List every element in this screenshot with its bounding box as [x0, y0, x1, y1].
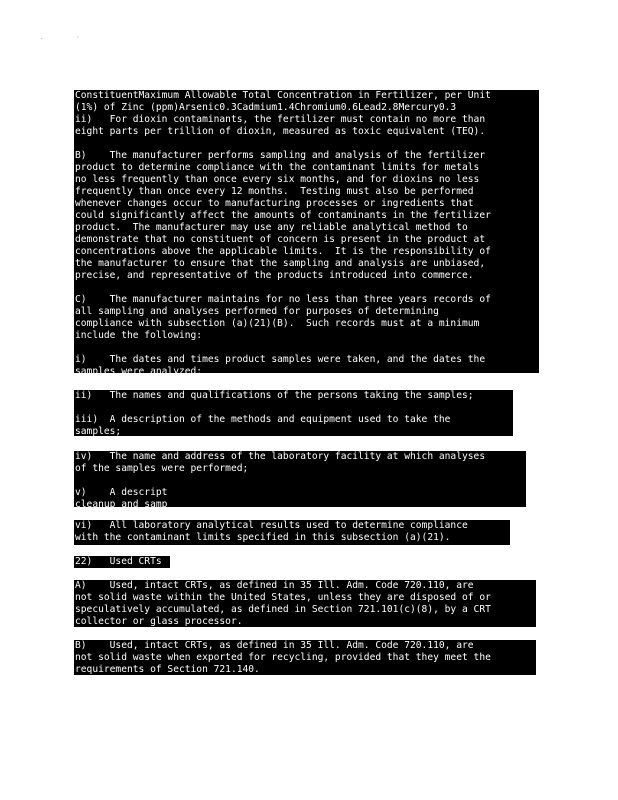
scan-speck: . — [40, 34, 44, 41]
text-block-records-vi: vi) All laboratory analytical results used to determine compliance with the contaminant limits specified in this subsection (a)(21). — [74, 520, 510, 545]
text-block-records-iv-v: iv) The name and address of the laboratory facility at which analyses of the samples were performed; v) A descript cleanup and samp — [74, 451, 526, 507]
text-block-constituents-and-sampling: ConstituentMaximum Allowable Total Concentration in Fertilizer, per Unit (1%) of Zinc (ppm)Arsenic0.3Cadmium1.4Chromium0.6Lead2.8Mercury0.3 ii) For dioxin contaminants, the fertilizer must contain no more than eight parts per trillion of dioxin, measured as toxic equivalent (TEQ). B) The manufacturer performs sampling and analysis of the fertilizer product to determine compliance with the contaminant limits for metals no less frequently than once every six months, and for dioxins no less frequently than once every 12 months. Testing must also be performed whenever changes occur to manufacturing processes or ingredients that could significantly affect the amounts of contaminants in the fertilizer product. The manufacturer may use any reliable analytical method to demonstrate that no constituent of concern is present in the product at concentrations above the applicable limits. It is the responsibility of the manufacturer to ensure that the sampling and analysis are unbiased, precise, and representative of the products introduced into commerce. C) The manufacturer maintains for no less than three years records of all sampling and analyses performed for purposes of determining compliance with subsection (a)(21)(B). Such records must at a minimum include the following: i) The dates and times product samples were taken, and the dates the samples were analyzed; — [74, 90, 539, 373]
heading-used-crts: 22) Used CRTs — [74, 556, 170, 568]
scan-speck: · — [76, 34, 80, 41]
text-block-used-crts-b: B) Used, intact CRTs, as defined in 35 Ill. Adm. Code 720.110, are not solid waste when exported for recycling, provided that they meet the requirements of Section 721.140. — [74, 640, 536, 675]
text-block-used-crts-a: A) Used, intact CRTs, as defined in 35 Ill. Adm. Code 720.110, are not solid waste within the United States, unless they are disposed of or speculatively accumulated, as defined in Section 721.101(c)(8), by a CRT collector or glass processor. — [74, 580, 536, 627]
text-block-records-ii-iii: ii) The names and qualifications of the persons taking the samples; iii) A description of the methods and equipment used to take the samples; — [74, 390, 513, 436]
